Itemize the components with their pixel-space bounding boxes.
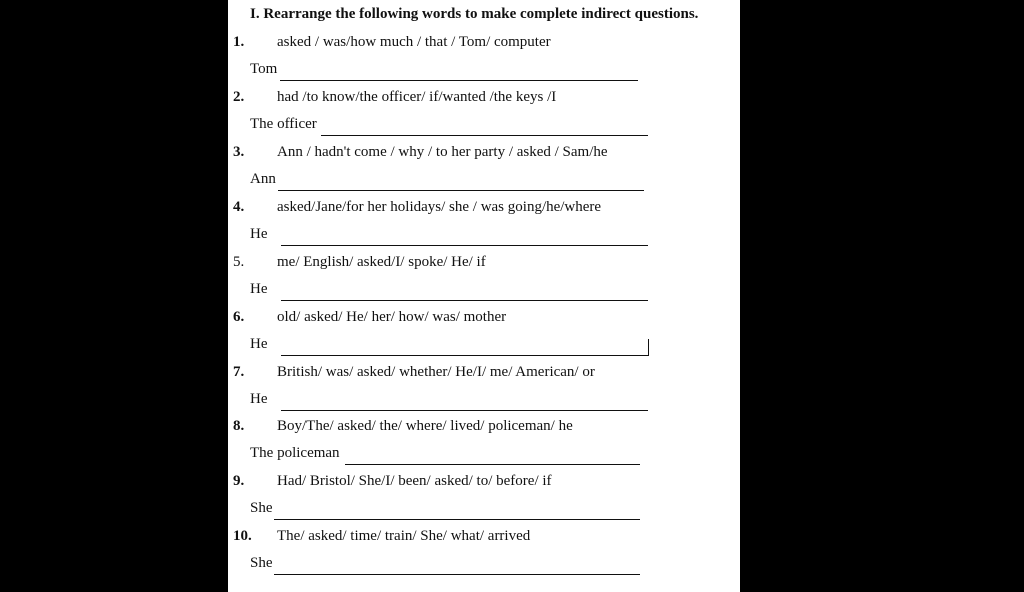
answer-row xyxy=(250,445,642,465)
answer-blank[interactable] xyxy=(274,574,640,575)
item-number: 8. xyxy=(233,418,245,434)
item-prompt: asked/Jane/for her holidays/ she / was going/he/where xyxy=(277,199,602,215)
answer-stem: She xyxy=(250,555,273,571)
item-prompt: The/ asked/ time/ train/ She/ what/ arrived xyxy=(277,528,531,544)
answer-row xyxy=(250,281,650,301)
item-number: 2. xyxy=(233,89,245,105)
answer-blank[interactable] xyxy=(321,135,648,136)
answer-row xyxy=(250,336,650,356)
answer-blank[interactable] xyxy=(280,80,638,81)
answer-row xyxy=(250,116,650,136)
answer-stem: He xyxy=(250,226,268,242)
item-number: 10. xyxy=(233,528,252,544)
item-prompt: Boy/The/ asked/ the/ where/ lived/ policeman/ he xyxy=(277,418,573,434)
item-prompt: Had/ Bristol/ She/I/ been/ asked/ to/ before/ if xyxy=(277,473,552,489)
answer-stem: Ann xyxy=(250,171,276,187)
item-prompt: Ann / hadn't come / why / to her party / asked / Sam/he xyxy=(277,144,608,160)
answer-blank[interactable] xyxy=(281,339,649,356)
worksheet-title: I. Rearrange the following words to make complete indirect questions. xyxy=(250,6,699,22)
answer-row xyxy=(250,391,650,411)
answer-row xyxy=(250,61,640,81)
item-number: 7. xyxy=(233,364,245,380)
answer-blank[interactable] xyxy=(281,300,648,301)
answer-stem: The policeman xyxy=(250,445,340,461)
item-number: 1. xyxy=(233,34,245,50)
item-number: 5. xyxy=(233,254,245,270)
answer-stem: Tom xyxy=(250,61,278,77)
answer-blank[interactable] xyxy=(345,464,640,465)
answer-stem: He xyxy=(250,391,268,407)
answer-stem: The officer xyxy=(250,116,317,132)
item-prompt: asked / was/how much / that / Tom/ computer xyxy=(277,34,551,50)
item-prompt: me/ English/ asked/I/ spoke/ He/ if xyxy=(277,254,486,270)
answer-blank[interactable] xyxy=(278,190,644,191)
answer-blank[interactable] xyxy=(274,519,640,520)
item-prompt: had /to know/the officer/ if/wanted /the keys /I xyxy=(277,89,557,105)
answer-stem: She xyxy=(250,500,273,516)
answer-row xyxy=(250,500,642,520)
item-number: 9. xyxy=(233,473,245,489)
answer-stem: He xyxy=(250,281,268,297)
answer-blank[interactable] xyxy=(281,410,648,411)
answer-stem: He xyxy=(250,336,268,352)
item-number: 6. xyxy=(233,309,245,325)
answer-row xyxy=(250,555,642,575)
item-number: 4. xyxy=(233,199,245,215)
answer-row xyxy=(250,171,646,191)
answer-row xyxy=(250,226,650,246)
answer-blank[interactable] xyxy=(281,245,648,246)
item-number: 3. xyxy=(233,144,245,160)
worksheet-page xyxy=(228,0,740,592)
item-prompt: old/ asked/ He/ her/ how/ was/ mother xyxy=(277,309,507,325)
item-prompt: British/ was/ asked/ whether/ He/I/ me/ American/ or xyxy=(277,364,595,380)
